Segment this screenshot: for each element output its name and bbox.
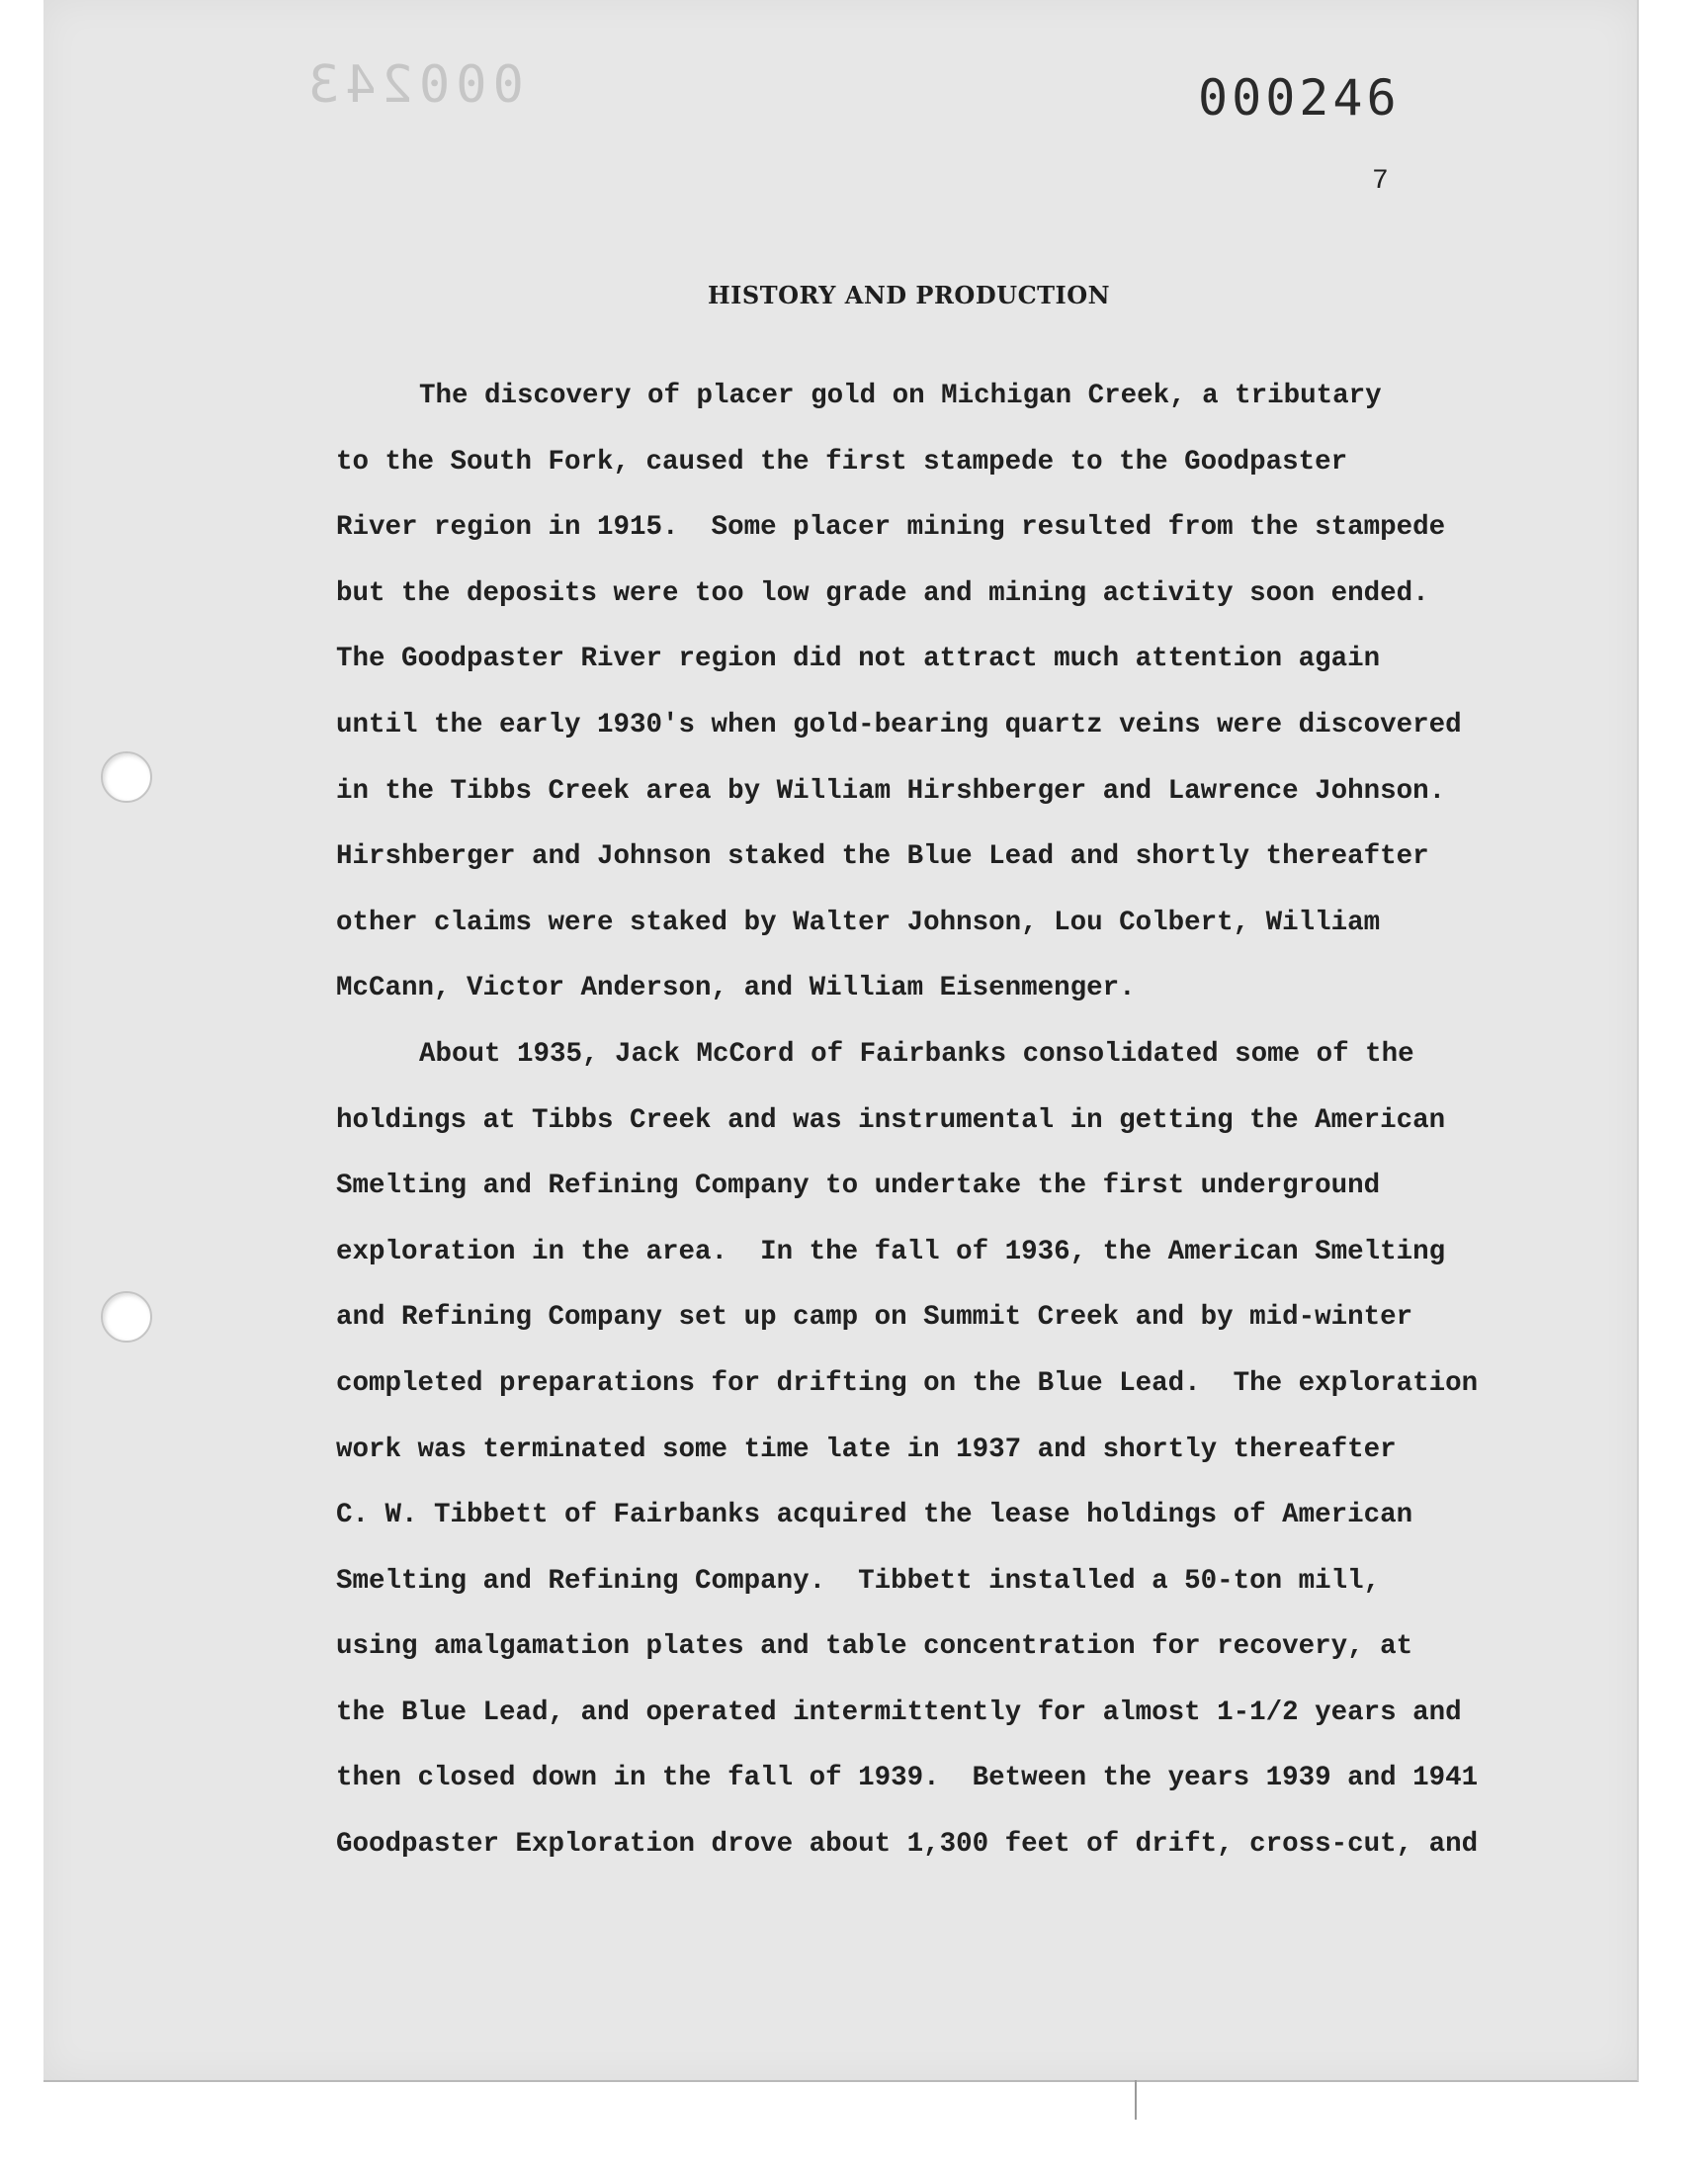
text-line: Goodpaster Exploration drove about 1,300 feet of drift, cross-cut, and xyxy=(336,1829,1479,1861)
text-line: and Refining Company set up camp on Summit Creek and by mid-winter xyxy=(336,1302,1413,1334)
text-line: using amalgamation plates and table concentration for recovery, at xyxy=(336,1631,1413,1663)
text-line: in the Tibbs Creek area by William Hirshberger and Lawrence Johnson. xyxy=(336,775,1446,807)
text-line: The discovery of placer gold on Michigan Creek, a tributary xyxy=(419,381,1382,411)
body-text xyxy=(336,372,1562,1886)
text-line: The Goodpaster River region did not attract much attention again xyxy=(336,644,1381,675)
text-line: River region in 1915. Some placer mining resulted from the stampede xyxy=(336,512,1446,544)
bates-stamp-number: 000246 xyxy=(1198,69,1401,127)
text-line: other claims were staked by Walter Johnson, Lou Colbert, William xyxy=(336,907,1381,938)
bleed-through-number: 000243 xyxy=(302,55,524,115)
paragraph xyxy=(336,1030,1562,1886)
punch-hole xyxy=(101,751,152,803)
text-line: then closed down in the fall of 1939. Between the years 1939 and 1941 xyxy=(336,1763,1479,1794)
text-line: completed preparations for drifting on the Blue Lead. The exploration xyxy=(336,1367,1479,1399)
scan-edge-mark xyxy=(1135,2080,1137,2120)
text-line: the Blue Lead, and operated intermittently for almost 1-1/2 years and xyxy=(336,1696,1462,1728)
text-line: until the early 1930's when gold-bearing quartz veins were discovered xyxy=(336,709,1462,740)
paragraph xyxy=(336,372,1562,1030)
text-line: to the South Fork, caused the first stampede to the Goodpaster xyxy=(336,446,1348,478)
text-line: but the deposits were too low grade and mining activity soon ended. xyxy=(336,577,1429,609)
text-line: About 1935, Jack McCord of Fairbanks consolidated some of the xyxy=(419,1038,1414,1070)
section-heading: HISTORY AND PRODUCTION xyxy=(708,281,1111,309)
text-line: Hirshberger and Johnson staked the Blue Lead and shortly thereafter xyxy=(336,841,1429,873)
page-number: 7 xyxy=(1372,166,1389,197)
punch-hole xyxy=(101,1291,152,1343)
text-line: work was terminated some time late in 1937 and shortly thereafter xyxy=(336,1434,1397,1465)
paper-sheet xyxy=(43,0,1639,2082)
text-line: exploration in the area. In the fall of 1936, the American Smelting xyxy=(336,1236,1446,1267)
text-line: holdings at Tibbs Creek and was instrumental in getting the American xyxy=(336,1104,1446,1136)
text-line: C. W. Tibbett of Fairbanks acquired the lease holdings of American xyxy=(336,1500,1413,1531)
text-line: Smelting and Refining Company. Tibbett installed a 50-ton mill, xyxy=(336,1565,1381,1597)
text-line: Smelting and Refining Company to undertake the first underground xyxy=(336,1171,1381,1202)
text-line: McCann, Victor Anderson, and William Eisenmenger. xyxy=(336,973,1136,1004)
